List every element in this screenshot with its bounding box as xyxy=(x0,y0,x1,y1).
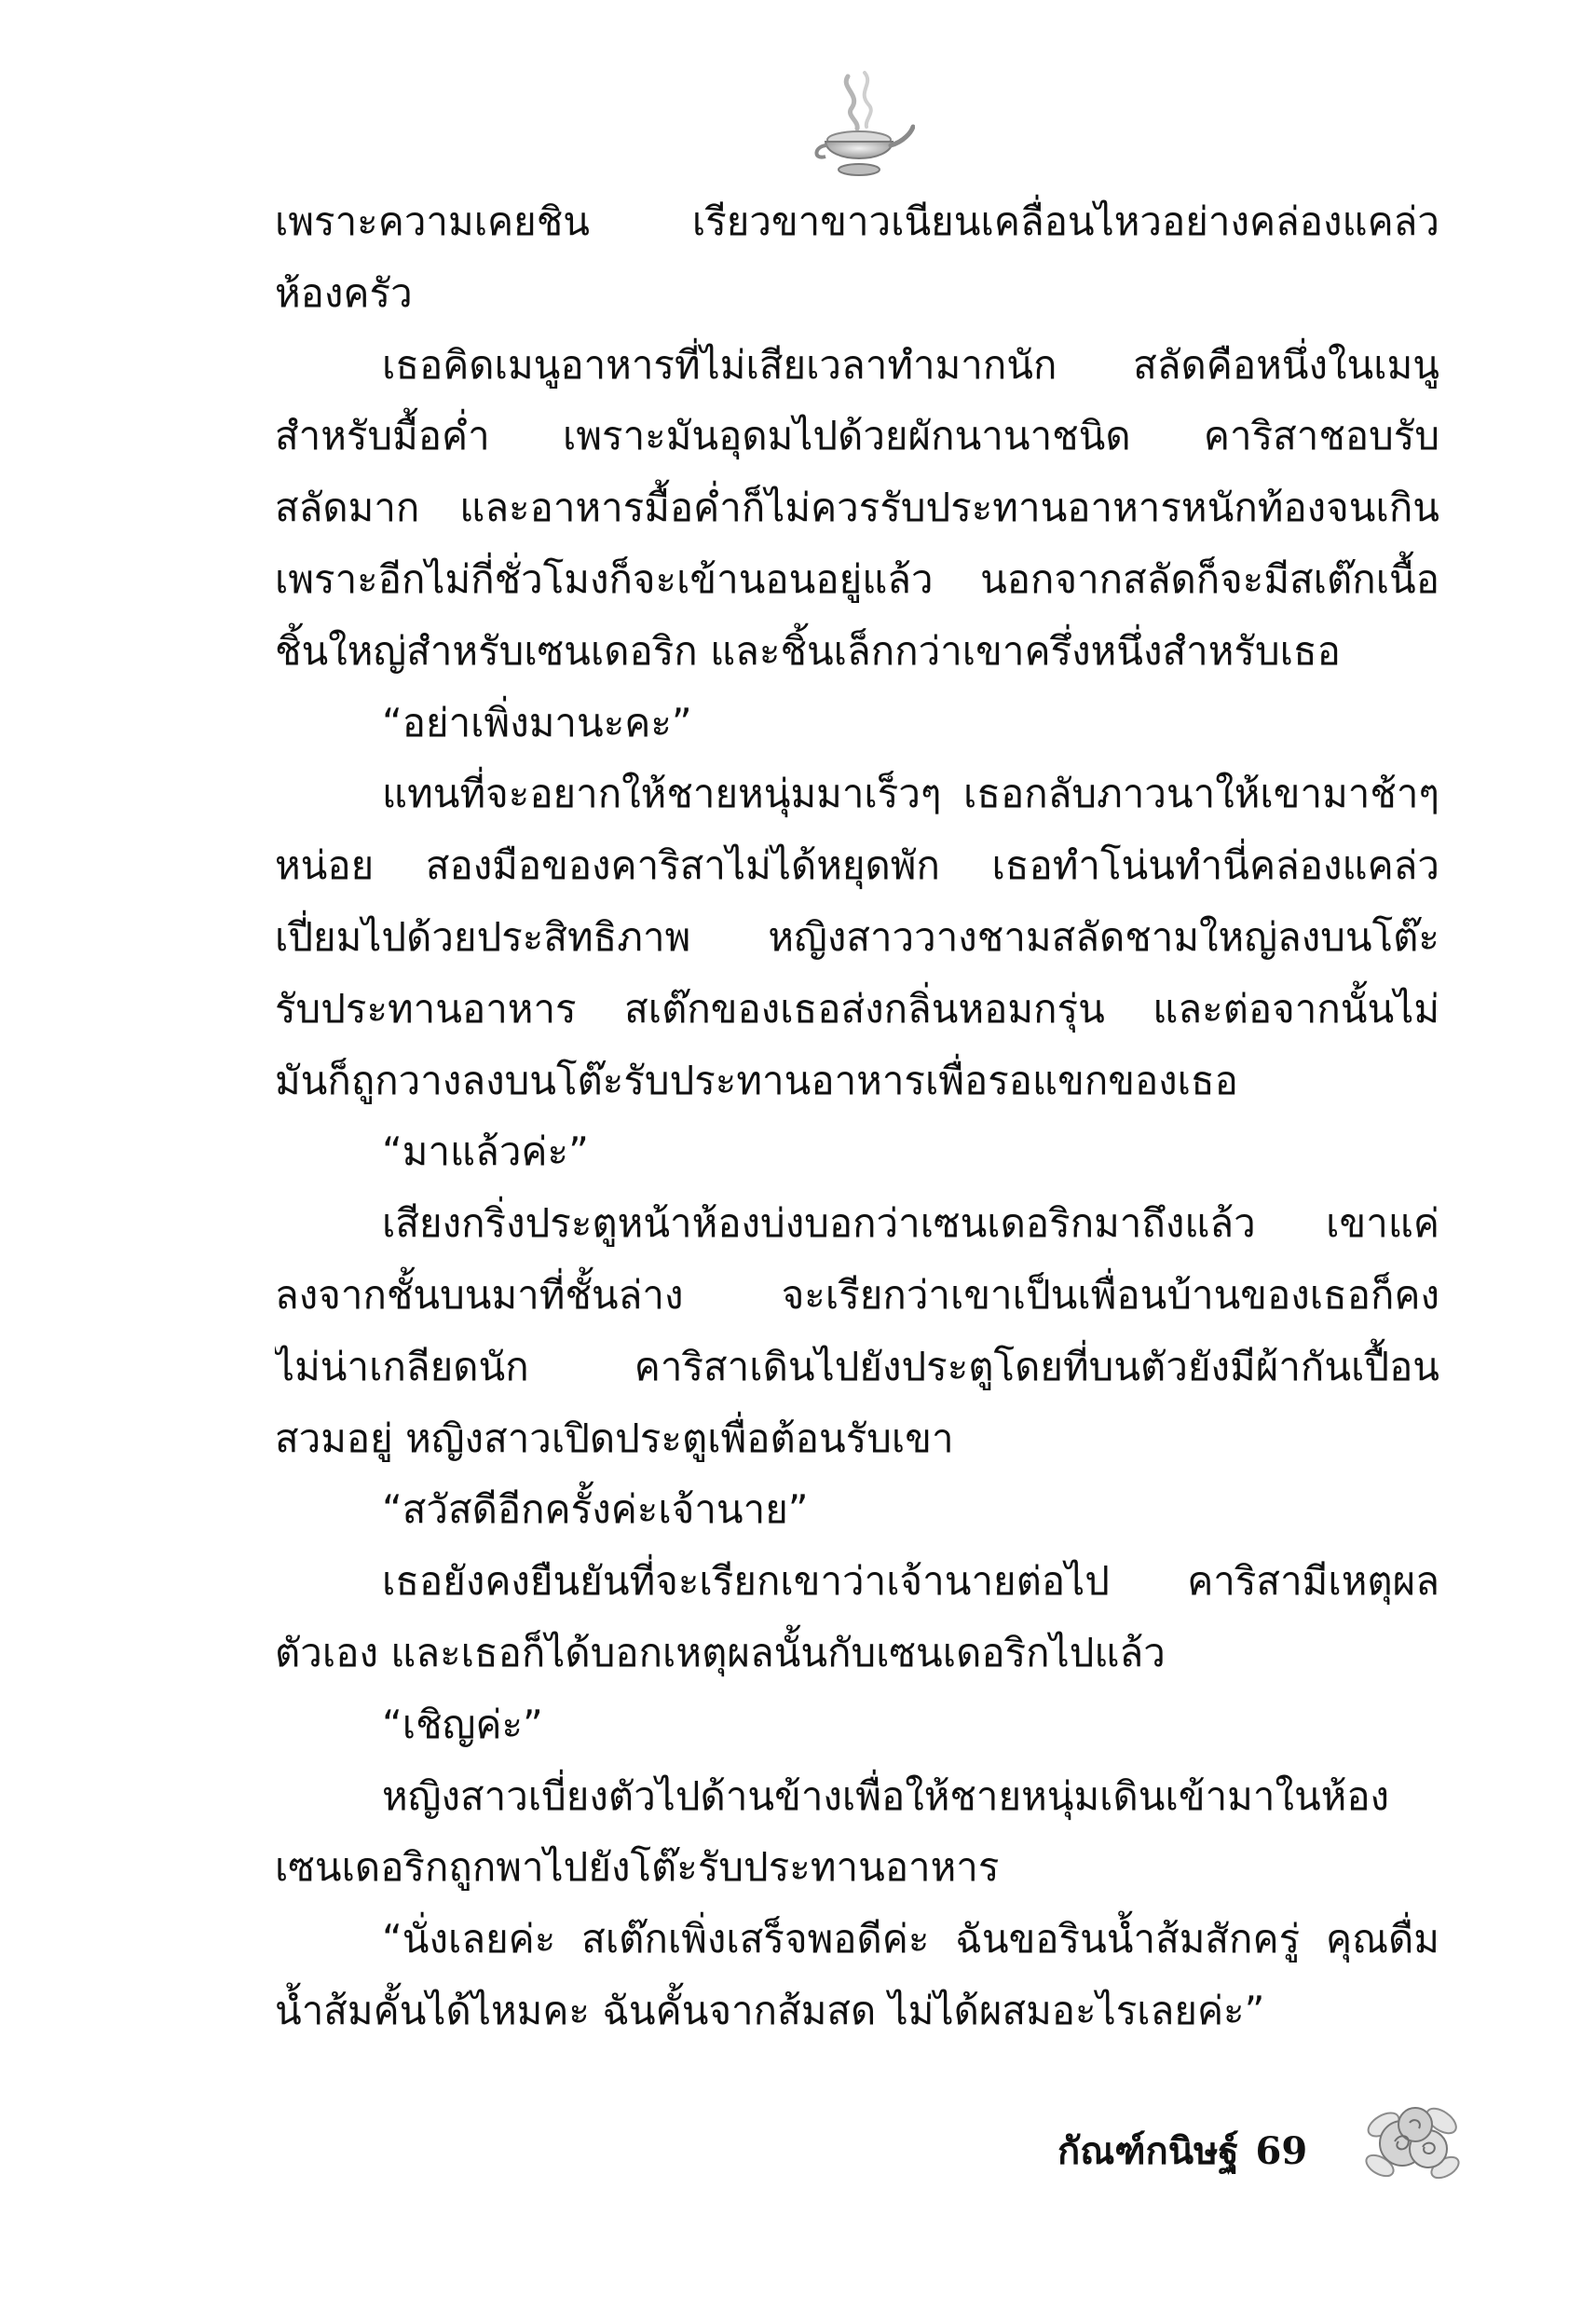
page-number: 69 xyxy=(1255,2128,1308,2173)
text-line: “มาแล้วค่ะ” xyxy=(382,1128,589,1175)
text-line: “นั่งเลยค่ะ สเต๊กเพิ่งเสร็จพอดีค่ะ ฉันขอรินน้ำส้มสักครู่ คุณดื่ม xyxy=(382,1916,1439,1962)
text-line: สำหรับมื้อค่ำ เพราะมันอุดมไปด้วยผักนานาชนิด คาริสาชอบรับ xyxy=(275,413,1439,459)
text-line: สวมอยู่ หญิงสาวเปิดประตูเพื่อต้อนรับเขา xyxy=(275,1415,954,1461)
text-line: หน่อย สองมือของคาริสาไม่ได้หยุดพัก เธอทำโน่นทำนี่คล่องแคล่ว xyxy=(275,842,1439,889)
genie-lamp-icon xyxy=(803,67,915,188)
text-line: สลัดมาก และอาหารมื้อค่ำก็ไม่ควรรับประทานอาหารหนักท้องจนเกิน xyxy=(275,485,1439,531)
text-line: เพราะความเคยชิน เรียวขาขาวเนียนเคลื่อนไหวอย่างคล่องแคล่ว xyxy=(275,198,1439,244)
page-footer xyxy=(1057,2113,1307,2188)
text-line: เธอยังคงยืนยันที่จะเรียกเขาว่าเจ้านายต่อไป คาริสามีเหตุผล xyxy=(382,1558,1439,1605)
text-line: ไม่น่าเกลียดนัก คาริสาเดินไปยังประตูโดยที่บนตัวยังมีผ้ากันเปื้อน xyxy=(275,1343,1439,1389)
text-line: มันก็ถูกวางลงบนโต๊ะรับประทานอาหารเพื่อรอแขกของเธอ xyxy=(275,1057,1238,1103)
text-line: รับประทานอาหาร สเต๊กของเธอส่งกลิ่นหอมกรุ่น และต่อจากนั้นไม่ xyxy=(275,985,1439,1032)
text-line: เซนเดอริกถูกพาไปยังโต๊ะรับประทานอาหาร xyxy=(275,1844,1000,1891)
text-line: น้ำส้มคั้นได้ไหมคะ ฉันคั้นจากส้มสด ไม่ได้ผสมอะไรเลยค่ะ” xyxy=(275,1987,1265,2033)
text-line: “สวัสดีอีกครั้งค่ะเจ้านาย” xyxy=(382,1486,809,1533)
text-line: เธอคิดเมนูอาหารที่ไม่เสียเวลาทำมากนัก สลัดคือหนึ่งในเมนู xyxy=(382,341,1439,388)
text-line: เปี่ยมไปด้วยประสิทธิภาพ หญิงสาววางชามสลัดชามใหญ่ลงบนโต๊ะ xyxy=(275,913,1439,960)
story-text xyxy=(275,186,1439,2047)
text-line: เสียงกริ่งประตูหน้าห้องบ่งบอกว่าเซนเดอริกมาถึงแล้ว เขาแค่ xyxy=(382,1200,1439,1247)
text-line: “อย่าเพิ่งมานะคะ” xyxy=(382,699,692,745)
text-line: ตัวเอง และเธอก็ได้บอกเหตุผลนั้นกับเซนเดอริกไปแล้ว xyxy=(275,1629,1166,1675)
text-line: แทนที่จะอยากให้ชายหนุ่มมาเร็วๆ เธอกลับภาวนาให้เขามาช้าๆ xyxy=(382,771,1439,817)
text-line: “เชิญค่ะ” xyxy=(382,1701,543,1747)
rose-flower-icon xyxy=(1356,2087,1467,2199)
text-line: หญิงสาวเบี่ยงตัวไปด้านข้างเพื่อให้ชายหนุ่มเดินเข้ามาในห้อง xyxy=(382,1772,1390,1819)
book-title: กัณฑ์กนิษฐ์ xyxy=(1057,2129,1239,2173)
text-line: ห้องครัว xyxy=(275,269,413,316)
text-line: ชิ้นใหญ่สำหรับเซนเดอริก และชิ้นเล็กกว่าเขาครึ่งหนึ่งสำหรับเธอ xyxy=(275,627,1341,674)
text-line: เพราะอีกไม่กี่ชั่วโมงก็จะเข้านอนอยู่แล้ว นอกจากสลัดก็จะมีสเต๊กเนื้อ xyxy=(275,555,1439,602)
text-line: ลงจากชั้นบนมาที่ชั้นล่าง จะเรียกว่าเขาเป็นเพื่อนบ้านของเธอก็คง xyxy=(275,1271,1439,1318)
